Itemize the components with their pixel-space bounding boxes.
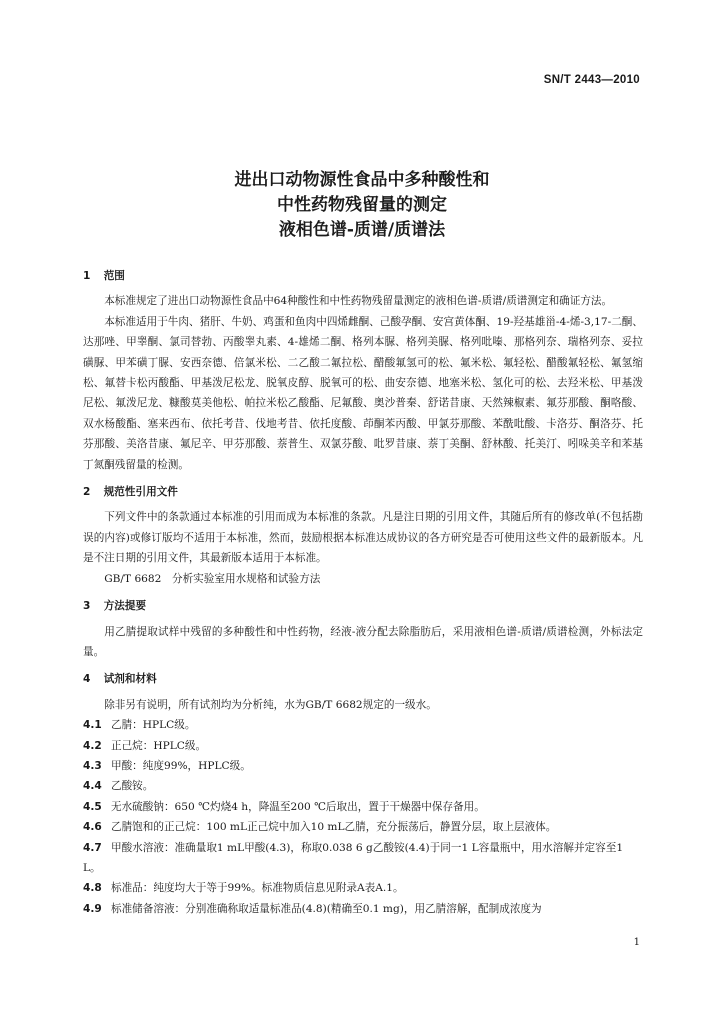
title-line: 液相色谱-质谱/质谱法: [278, 220, 446, 240]
section-heading-reagents: [83, 669, 643, 689]
reagent-item: [83, 797, 643, 817]
section-heading-normative-references: [83, 482, 643, 502]
item-text: 乙腈饱和的正己烷：100 mL正己烷中加入10 mL乙腈，充分振荡后，静置分层，取上层液体。: [111, 821, 557, 834]
page-number: 1: [633, 937, 640, 948]
item-number: 4.6: [83, 821, 102, 834]
section-title: 范围: [103, 270, 125, 282]
reagent-item: [83, 736, 643, 756]
reagent-item: [83, 776, 643, 796]
item-text: 甲酸水溶液：准确量取1 mL甲酸(4.3)，称取0.038 6 g乙酸铵(4.4)于同一1 L容量瓶中，用水溶解并定容至1 L。: [83, 841, 624, 874]
item-text: 乙腈：HPLC级。: [111, 719, 196, 732]
section-title: 规范性引用文件: [103, 486, 178, 499]
section-title: 试剂和材料: [103, 673, 157, 686]
reagent-item: [83, 838, 643, 879]
item-number: 4.2: [83, 739, 102, 752]
reagent-item: [83, 899, 643, 919]
item-number: 4.9: [83, 902, 102, 915]
reagent-item: [83, 878, 643, 898]
section-number: 2: [83, 486, 91, 499]
item-text: 无水硫酸钠：650 ℃灼烧4 h，降温至200 ℃后取出，置于干燥器中保存备用。: [111, 800, 485, 813]
method-paragraph: 用乙腈提取试样中残留的多种酸性和中性药物，经液-液分配去除脂肪后，采用液相色谱-质谱/质谱检测，外标法定量。: [83, 625, 643, 658]
item-text: 正己烷：HPLC级。: [111, 739, 207, 752]
references-paragraph: 下列文件中的条款通过本标准的引用而成为本标准的条款。凡是注日期的引用文件，其随后所有的修改单(不包括勘误的内容)或修订版均不适用于本标准，然而，鼓励根据本标准达成协议的各方研究是否可使用这些文件的最新版本。凡是不注日期的引用文件，其最新版本适用于本标准。: [83, 511, 643, 565]
standard-code: SN/T 2443—2010: [543, 74, 640, 86]
reagent-item: [83, 715, 643, 735]
document-title: [0, 168, 724, 243]
section-heading-method-summary: [83, 596, 643, 616]
section-title: 方法提要: [103, 600, 147, 613]
reference-entry: GB/T 6682 分析实验室用水规格和试验方法: [104, 572, 321, 585]
reagents-intro: 除非另有说明，所有试剂均为分析纯，水为GB/T 6682规定的一级水。: [104, 698, 437, 711]
item-text: 甲酸：纯度99%，HPLC级。: [111, 759, 251, 772]
item-number: 4.8: [83, 882, 102, 895]
scope-paragraph: 本标准规定了进出口动物源性食品中64种酸性和中性药物残留量测定的液相色谱-质谱/质谱测定和确证方法。: [104, 295, 613, 308]
section-number: 3: [83, 600, 91, 613]
title-line: 进出口动物源性食品中多种酸性和: [234, 170, 490, 190]
reagent-item: [83, 817, 643, 837]
item-text: 乙酸铵。: [111, 780, 154, 793]
item-number: 4.3: [83, 759, 102, 772]
item-number: 4.5: [83, 800, 102, 813]
section-number: 4: [83, 673, 91, 686]
section-number: 1: [83, 270, 91, 282]
scope-paragraph: 本标准适用于牛肉、猪肝、牛奶、鸡蛋和鱼肉中四烯雌酮、己酸孕酮、安宫黄体酮、19-羟基雄甾-4-烯-3,17-二酮、达那唑、甲睾酮、氯司替勃、丙酸睾丸素、4-雄烯二酮、格列本脲、格列美脲、格列吡嗪、那格列奈、瑞格列奈、妥拉磺脲、甲苯磺丁脲、安西奈德、倍氯米松、二乙酸二氟拉松、醋酸氟氢可的松、氟米松、氟轻松、醋酸氟轻松、氟氢缩松、氟替卡松丙酸酯、甲基泼尼松龙、脱氧皮醇、脱氧可的松、曲安奈德、地塞米松、氢化可的松、去羟米松、甲基泼尼松、氟泼尼龙、糠酸莫美他松、帕拉米松乙酸酯、尼氟酸、奥沙普秦、舒诺昔康、天然辣椒素、氟芬那酸、酮咯酸、双水杨酸酯、塞来西布、依托考昔、伐地考昔、依托度酸、茚酮苯丙酸、甲氯芬那酸、苯酰吡酸、卡洛芬、酮洛芬、托芬那酸、美洛昔康、氟尼辛、甲芬那酸、萘普生、双氯芬酸、吡罗昔康、萘丁美酮、舒林酸、托美汀、吲哚美辛和苯基丁氮酮残留量的检测。: [83, 315, 643, 471]
item-number: 4.7: [83, 841, 102, 854]
reagent-item: [83, 756, 643, 776]
item-number: 4.4: [83, 780, 102, 793]
section-heading-scope: [83, 266, 643, 286]
document-body: [83, 266, 643, 919]
item-text: 标准储备溶液：分别准确称取适量标准品(4.8)(精确至0.1 mg)，用乙腈溶解，配制成浓度为: [111, 902, 542, 915]
title-line: 中性药物残留量的测定: [277, 195, 447, 215]
item-text: 标准品：纯度均大于等于99%。标准物质信息见附录A表A.1。: [111, 882, 404, 895]
item-number: 4.1: [83, 719, 102, 732]
